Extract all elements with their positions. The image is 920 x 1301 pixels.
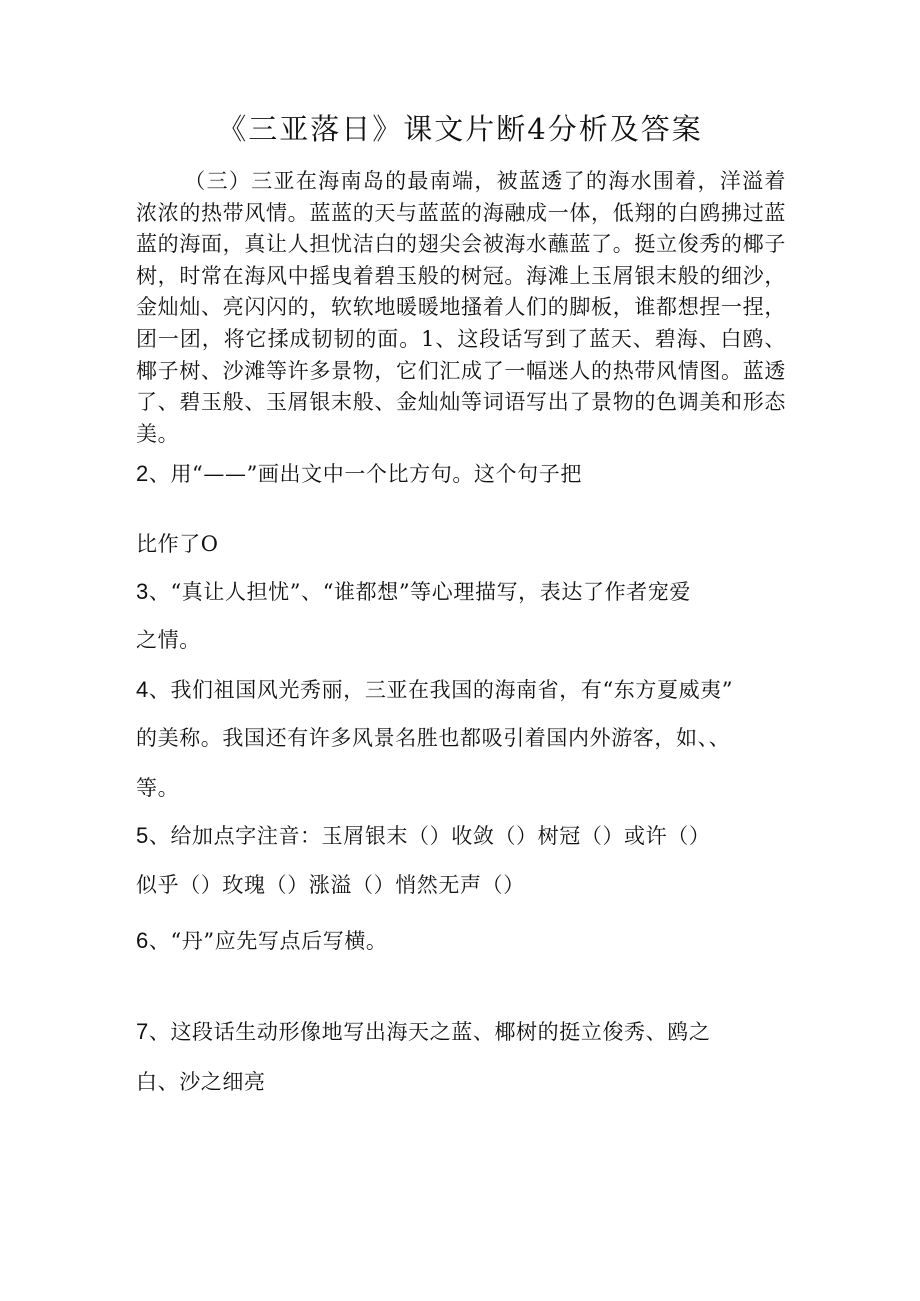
question-4-line-2 xyxy=(136,722,816,754)
document-title: 《三亚落日》课文片断4分析及答案 xyxy=(217,112,703,146)
question-text: 之情。 xyxy=(136,628,201,652)
question-3-line-1 xyxy=(136,576,816,608)
question-text: 比作了O xyxy=(136,532,219,556)
question-text: 等。 xyxy=(136,776,180,800)
question-number: 4 xyxy=(136,677,149,702)
question-4-line-1 xyxy=(136,674,816,706)
question-text: 、“真让人担忧”、“谁都想”等心理描写，表达了作者宠爱 xyxy=(148,580,691,604)
question-5-line-1 xyxy=(136,820,816,852)
question-2-line-1 xyxy=(136,458,816,490)
question-number: 6 xyxy=(136,928,149,953)
question-text: 、用“——”画出文中一个比方句。这个句子把 xyxy=(148,462,582,486)
question-2-line-2 xyxy=(136,528,816,560)
question-4-line-3 xyxy=(136,772,816,804)
question-text: 、“丹”应先写点后写横。 xyxy=(148,929,388,953)
question-text: 白、沙之细亮 xyxy=(136,1070,266,1094)
question-text: 、给加点字注音：玉屑银末（）收敛（）树冠（）或许（） xyxy=(148,824,711,848)
question-6-line-1 xyxy=(136,925,816,957)
question-7-line-1 xyxy=(136,1016,816,1048)
question-number: 3 xyxy=(136,579,149,604)
question-5-line-2 xyxy=(136,869,816,901)
question-number: 5 xyxy=(136,823,149,848)
question-text: 、我们祖国风光秀丽，三亚在我国的海南省，有“东方夏威夷” xyxy=(148,678,734,702)
question-number: 2 xyxy=(136,461,149,486)
question-text: 、这段话生动形像地写出海天之蓝、椰树的挺立俊秀、鸥之 xyxy=(148,1020,711,1044)
question-7-line-2 xyxy=(136,1066,816,1098)
question-text: 的美称。我国还有许多风景名胜也都吸引着国内外游客，如、、 xyxy=(136,726,731,750)
question-text: 似乎（）玫瑰（）涨溢（）悄然无声（） xyxy=(136,873,525,897)
passage-paragraph: （三）三亚在海南岛的最南端，被蓝透了的海水围着，洋溢着浓浓的热带风情。蓝蓝的天与蓝蓝的海融成一体，低翔的白鸥拂过蓝蓝的海面，真让人担忧洁白的翅尖会被海水蘸蓝了。挺立俊秀的椰子树，时常在海风中摇曳着碧玉般的树冠。海滩上玉屑银末般的细沙，金灿灿、亮闪闪的，软软地暖暖地搔着人们的脚板，谁都想捏一捏，团一团，将它揉成韧韧的面。1、这段话写到了蓝天、碧海、白鸥、椰子树、沙滩等许多景物，它们汇成了一幅迷人的热带风情图。蓝透了、碧玉般、玉屑银末般、金灿灿等词语写出了景物的色调美和形态美。 xyxy=(136,169,786,446)
question-3-line-2 xyxy=(136,624,816,656)
question-number: 7 xyxy=(136,1019,149,1044)
